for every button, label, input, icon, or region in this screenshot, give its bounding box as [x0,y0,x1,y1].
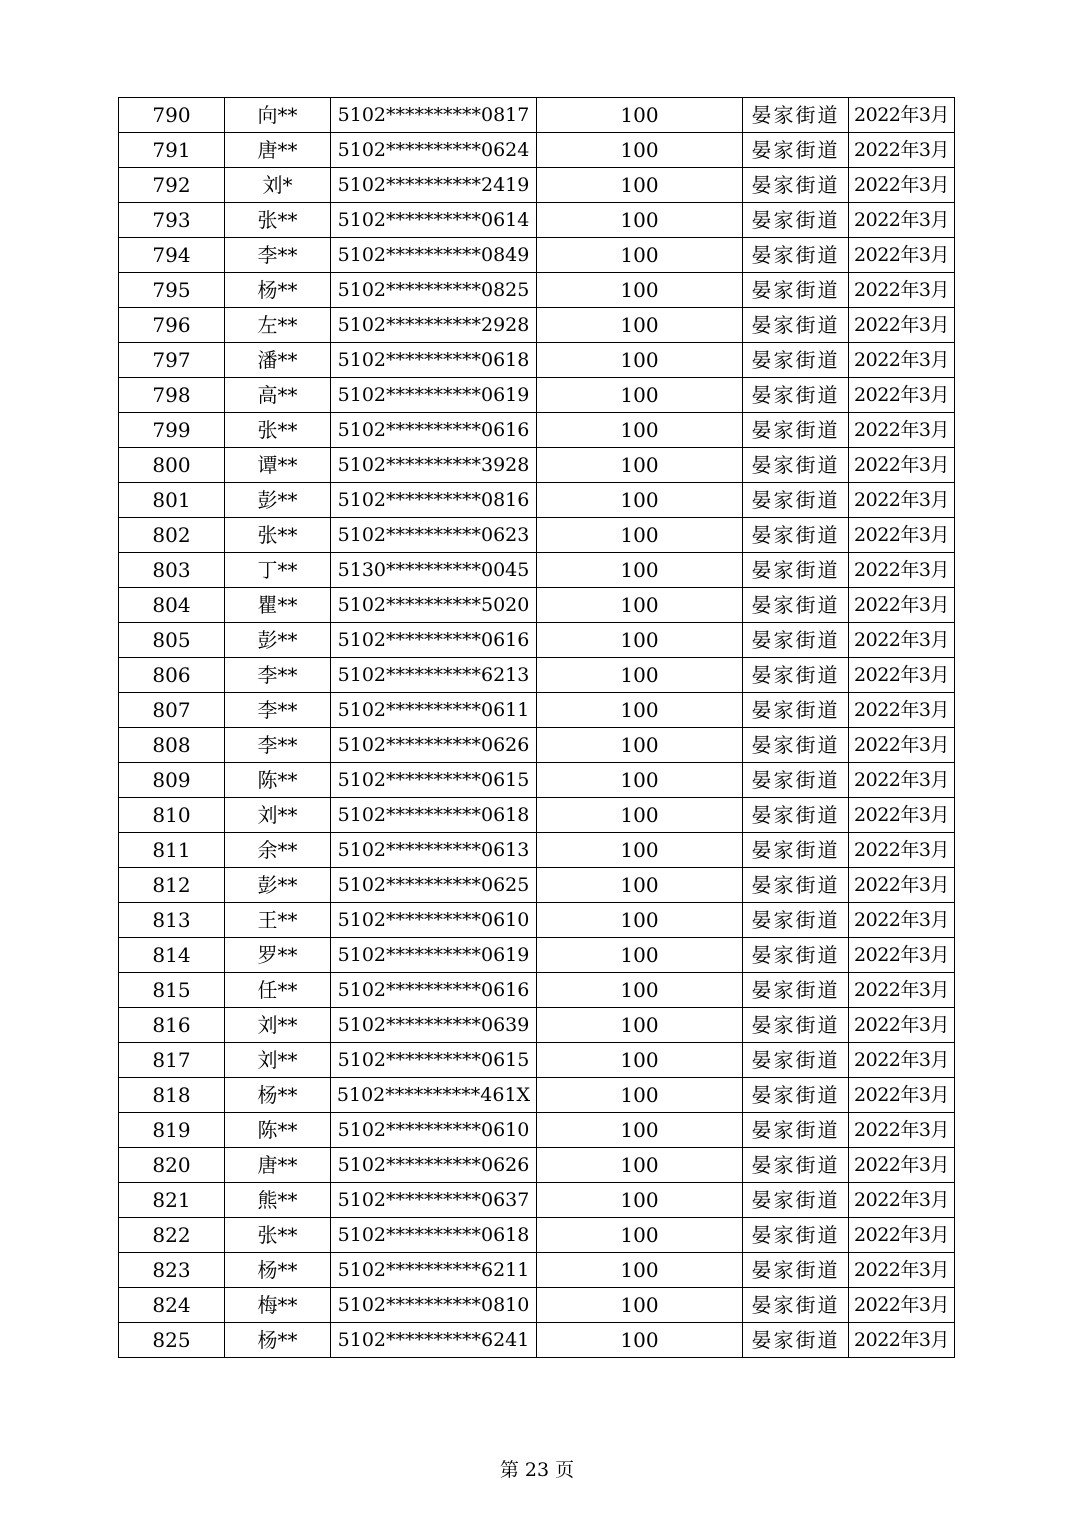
name-cell: 谭** [225,448,331,483]
row-number-cell: 807 [119,693,225,728]
id-number-cell: 5102**********2928 [331,308,537,343]
street-cell: 晏家街道 [743,308,849,343]
date-cell: 2022年3月 [849,1323,955,1358]
table-row [119,98,955,133]
id-number-cell: 5102**********0626 [331,728,537,763]
row-number-cell: 809 [119,763,225,798]
row-number-cell: 818 [119,1078,225,1113]
amount-cell: 100 [537,203,743,238]
row-number-cell: 805 [119,623,225,658]
table-row [119,553,955,588]
id-number-cell: 5102**********0610 [331,903,537,938]
id-number-cell: 5102**********0618 [331,798,537,833]
street-cell: 晏家街道 [743,623,849,658]
id-number-cell: 5102**********0618 [331,1218,537,1253]
name-cell: 张** [225,1218,331,1253]
amount-cell: 100 [537,133,743,168]
table-row [119,1078,955,1113]
date-cell: 2022年3月 [849,553,955,588]
table-row [119,833,955,868]
date-cell: 2022年3月 [849,1288,955,1323]
table-row [119,658,955,693]
street-cell: 晏家街道 [743,903,849,938]
table-row [119,413,955,448]
id-number-cell: 5102**********0623 [331,518,537,553]
id-number-cell: 5102**********0817 [331,98,537,133]
row-number-cell: 793 [119,203,225,238]
amount-cell: 100 [537,798,743,833]
name-cell: 李** [225,728,331,763]
date-cell: 2022年3月 [849,238,955,273]
street-cell: 晏家街道 [743,518,849,553]
id-number-cell: 5102**********0615 [331,763,537,798]
name-cell: 向** [225,98,331,133]
table-row [119,973,955,1008]
date-cell: 2022年3月 [849,693,955,728]
name-cell: 张** [225,203,331,238]
name-cell: 罗** [225,938,331,973]
table-row [119,483,955,518]
amount-cell: 100 [537,868,743,903]
row-number-cell: 796 [119,308,225,343]
date-cell: 2022年3月 [849,1148,955,1183]
street-cell: 晏家街道 [743,483,849,518]
row-number-cell: 801 [119,483,225,518]
amount-cell: 100 [537,1253,743,1288]
street-cell: 晏家街道 [743,693,849,728]
id-number-cell: 5102**********0615 [331,1043,537,1078]
date-cell: 2022年3月 [849,413,955,448]
street-cell: 晏家街道 [743,833,849,868]
name-cell: 熊** [225,1183,331,1218]
table-row [119,1288,955,1323]
name-cell: 刘** [225,1008,331,1043]
amount-cell: 100 [537,1078,743,1113]
table-row [119,308,955,343]
id-number-cell: 5102**********0614 [331,203,537,238]
date-cell: 2022年3月 [849,448,955,483]
id-number-cell: 5102**********6213 [331,658,537,693]
street-cell: 晏家街道 [743,133,849,168]
street-cell: 晏家街道 [743,343,849,378]
table-row [119,343,955,378]
row-number-cell: 806 [119,658,225,693]
street-cell: 晏家街道 [743,658,849,693]
table-row [119,518,955,553]
row-number-cell: 808 [119,728,225,763]
name-cell: 唐** [225,1148,331,1183]
id-number-cell: 5102**********6211 [331,1253,537,1288]
amount-cell: 100 [537,378,743,413]
street-cell: 晏家街道 [743,553,849,588]
row-number-cell: 817 [119,1043,225,1078]
name-cell: 张** [225,518,331,553]
row-number-cell: 798 [119,378,225,413]
row-number-cell: 810 [119,798,225,833]
beneficiary-table [118,97,955,1358]
row-number-cell: 821 [119,1183,225,1218]
amount-cell: 100 [537,903,743,938]
date-cell: 2022年3月 [849,1183,955,1218]
id-number-cell: 5102**********0626 [331,1148,537,1183]
row-number-cell: 795 [119,273,225,308]
street-cell: 晏家街道 [743,203,849,238]
name-cell: 任** [225,973,331,1008]
row-number-cell: 799 [119,413,225,448]
row-number-cell: 813 [119,903,225,938]
table-row [119,1043,955,1078]
amount-cell: 100 [537,273,743,308]
date-cell: 2022年3月 [849,98,955,133]
name-cell: 左** [225,308,331,343]
table-body [119,98,955,1358]
date-cell: 2022年3月 [849,833,955,868]
table-row [119,238,955,273]
row-number-cell: 791 [119,133,225,168]
id-number-cell: 5102**********2419 [331,168,537,203]
name-cell: 彭** [225,623,331,658]
date-cell: 2022年3月 [849,763,955,798]
amount-cell: 100 [537,1218,743,1253]
date-cell: 2022年3月 [849,798,955,833]
name-cell: 杨** [225,1323,331,1358]
table-row [119,588,955,623]
table-row [119,273,955,308]
id-number-cell: 5102**********0639 [331,1008,537,1043]
table-row [119,763,955,798]
row-number-cell: 816 [119,1008,225,1043]
street-cell: 晏家街道 [743,763,849,798]
street-cell: 晏家街道 [743,1183,849,1218]
id-number-cell: 5102**********0616 [331,413,537,448]
name-cell: 高** [225,378,331,413]
amount-cell: 100 [537,553,743,588]
name-cell: 梅** [225,1288,331,1323]
id-number-cell: 5102**********0610 [331,1113,537,1148]
row-number-cell: 823 [119,1253,225,1288]
table-row [119,903,955,938]
table-row [119,168,955,203]
street-cell: 晏家街道 [743,448,849,483]
amount-cell: 100 [537,1043,743,1078]
table-row [119,1218,955,1253]
table-row [119,798,955,833]
name-cell: 杨** [225,1078,331,1113]
street-cell: 晏家街道 [743,413,849,448]
street-cell: 晏家街道 [743,1043,849,1078]
amount-cell: 100 [537,1183,743,1218]
street-cell: 晏家街道 [743,1008,849,1043]
amount-cell: 100 [537,658,743,693]
street-cell: 晏家街道 [743,728,849,763]
row-number-cell: 804 [119,588,225,623]
amount-cell: 100 [537,1323,743,1358]
amount-cell: 100 [537,238,743,273]
id-number-cell: 5102**********6241 [331,1323,537,1358]
table-row [119,203,955,238]
amount-cell: 100 [537,938,743,973]
date-cell: 2022年3月 [849,308,955,343]
amount-cell: 100 [537,343,743,378]
amount-cell: 100 [537,308,743,343]
row-number-cell: 792 [119,168,225,203]
date-cell: 2022年3月 [849,203,955,238]
id-number-cell: 5102**********0624 [331,133,537,168]
row-number-cell: 814 [119,938,225,973]
table-row [119,868,955,903]
name-cell: 余** [225,833,331,868]
date-cell: 2022年3月 [849,378,955,413]
name-cell: 李** [225,658,331,693]
date-cell: 2022年3月 [849,938,955,973]
id-number-cell: 5102**********0619 [331,378,537,413]
street-cell: 晏家街道 [743,378,849,413]
table-row [119,1148,955,1183]
amount-cell: 100 [537,483,743,518]
date-cell: 2022年3月 [849,518,955,553]
street-cell: 晏家街道 [743,588,849,623]
date-cell: 2022年3月 [849,903,955,938]
date-cell: 2022年3月 [849,623,955,658]
amount-cell: 100 [537,728,743,763]
name-cell: 陈** [225,763,331,798]
row-number-cell: 812 [119,868,225,903]
date-cell: 2022年3月 [849,483,955,518]
amount-cell: 100 [537,833,743,868]
amount-cell: 100 [537,763,743,798]
table-row [119,1008,955,1043]
name-cell: 杨** [225,1253,331,1288]
row-number-cell: 825 [119,1323,225,1358]
id-number-cell: 5102**********0613 [331,833,537,868]
id-number-cell: 5102**********0637 [331,1183,537,1218]
id-number-cell: 5102**********0616 [331,973,537,1008]
name-cell: 刘* [225,168,331,203]
date-cell: 2022年3月 [849,973,955,1008]
amount-cell: 100 [537,168,743,203]
street-cell: 晏家街道 [743,1078,849,1113]
street-cell: 晏家街道 [743,98,849,133]
date-cell: 2022年3月 [849,658,955,693]
amount-cell: 100 [537,448,743,483]
amount-cell: 100 [537,98,743,133]
id-number-cell: 5102**********3928 [331,448,537,483]
id-number-cell: 5102**********0619 [331,938,537,973]
table-row [119,378,955,413]
name-cell: 刘** [225,798,331,833]
id-number-cell: 5102**********0616 [331,623,537,658]
date-cell: 2022年3月 [849,588,955,623]
date-cell: 2022年3月 [849,1218,955,1253]
street-cell: 晏家街道 [743,1113,849,1148]
row-number-cell: 822 [119,1218,225,1253]
amount-cell: 100 [537,693,743,728]
id-number-cell: 5102**********0816 [331,483,537,518]
amount-cell: 100 [537,973,743,1008]
date-cell: 2022年3月 [849,168,955,203]
street-cell: 晏家街道 [743,938,849,973]
name-cell: 杨** [225,273,331,308]
date-cell: 2022年3月 [849,1253,955,1288]
name-cell: 彭** [225,483,331,518]
street-cell: 晏家街道 [743,973,849,1008]
row-number-cell: 819 [119,1113,225,1148]
date-cell: 2022年3月 [849,343,955,378]
row-number-cell: 790 [119,98,225,133]
row-number-cell: 797 [119,343,225,378]
table-row [119,448,955,483]
name-cell: 王** [225,903,331,938]
table-row [119,938,955,973]
row-number-cell: 803 [119,553,225,588]
id-number-cell: 5102**********0618 [331,343,537,378]
date-cell: 2022年3月 [849,133,955,168]
street-cell: 晏家街道 [743,1218,849,1253]
id-number-cell: 5102**********0611 [331,693,537,728]
table-row [119,1183,955,1218]
street-cell: 晏家街道 [743,1288,849,1323]
amount-cell: 100 [537,623,743,658]
name-cell: 刘** [225,1043,331,1078]
name-cell: 唐** [225,133,331,168]
id-number-cell: 5130**********0045 [331,553,537,588]
id-number-cell: 5102**********5020 [331,588,537,623]
street-cell: 晏家街道 [743,1323,849,1358]
row-number-cell: 820 [119,1148,225,1183]
date-cell: 2022年3月 [849,868,955,903]
page-number: 第 23 页 [499,1459,575,1481]
street-cell: 晏家街道 [743,798,849,833]
table-row [119,693,955,728]
id-number-cell: 5102**********0825 [331,273,537,308]
name-cell: 彭** [225,868,331,903]
street-cell: 晏家街道 [743,1253,849,1288]
row-number-cell: 794 [119,238,225,273]
table-row [119,728,955,763]
amount-cell: 100 [537,1008,743,1043]
table-row [119,1323,955,1358]
row-number-cell: 824 [119,1288,225,1323]
table-row [119,133,955,168]
amount-cell: 100 [537,1113,743,1148]
id-number-cell: 5102**********461X [331,1078,537,1113]
date-cell: 2022年3月 [849,273,955,308]
id-number-cell: 5102**********0625 [331,868,537,903]
name-cell: 丁** [225,553,331,588]
street-cell: 晏家街道 [743,238,849,273]
id-number-cell: 5102**********0810 [331,1288,537,1323]
name-cell: 瞿** [225,588,331,623]
amount-cell: 100 [537,518,743,553]
table-row [119,1253,955,1288]
row-number-cell: 811 [119,833,225,868]
row-number-cell: 802 [119,518,225,553]
amount-cell: 100 [537,1148,743,1183]
amount-cell: 100 [537,1288,743,1323]
date-cell: 2022年3月 [849,1078,955,1113]
name-cell: 陈** [225,1113,331,1148]
date-cell: 2022年3月 [849,1008,955,1043]
date-cell: 2022年3月 [849,728,955,763]
date-cell: 2022年3月 [849,1113,955,1148]
name-cell: 李** [225,238,331,273]
amount-cell: 100 [537,413,743,448]
table-row [119,1113,955,1148]
id-number-cell: 5102**********0849 [331,238,537,273]
street-cell: 晏家街道 [743,168,849,203]
date-cell: 2022年3月 [849,1043,955,1078]
name-cell: 潘** [225,343,331,378]
row-number-cell: 815 [119,973,225,1008]
amount-cell: 100 [537,588,743,623]
name-cell: 张** [225,413,331,448]
table-row [119,623,955,658]
name-cell: 李** [225,693,331,728]
row-number-cell: 800 [119,448,225,483]
street-cell: 晏家街道 [743,1148,849,1183]
street-cell: 晏家街道 [743,868,849,903]
street-cell: 晏家街道 [743,273,849,308]
